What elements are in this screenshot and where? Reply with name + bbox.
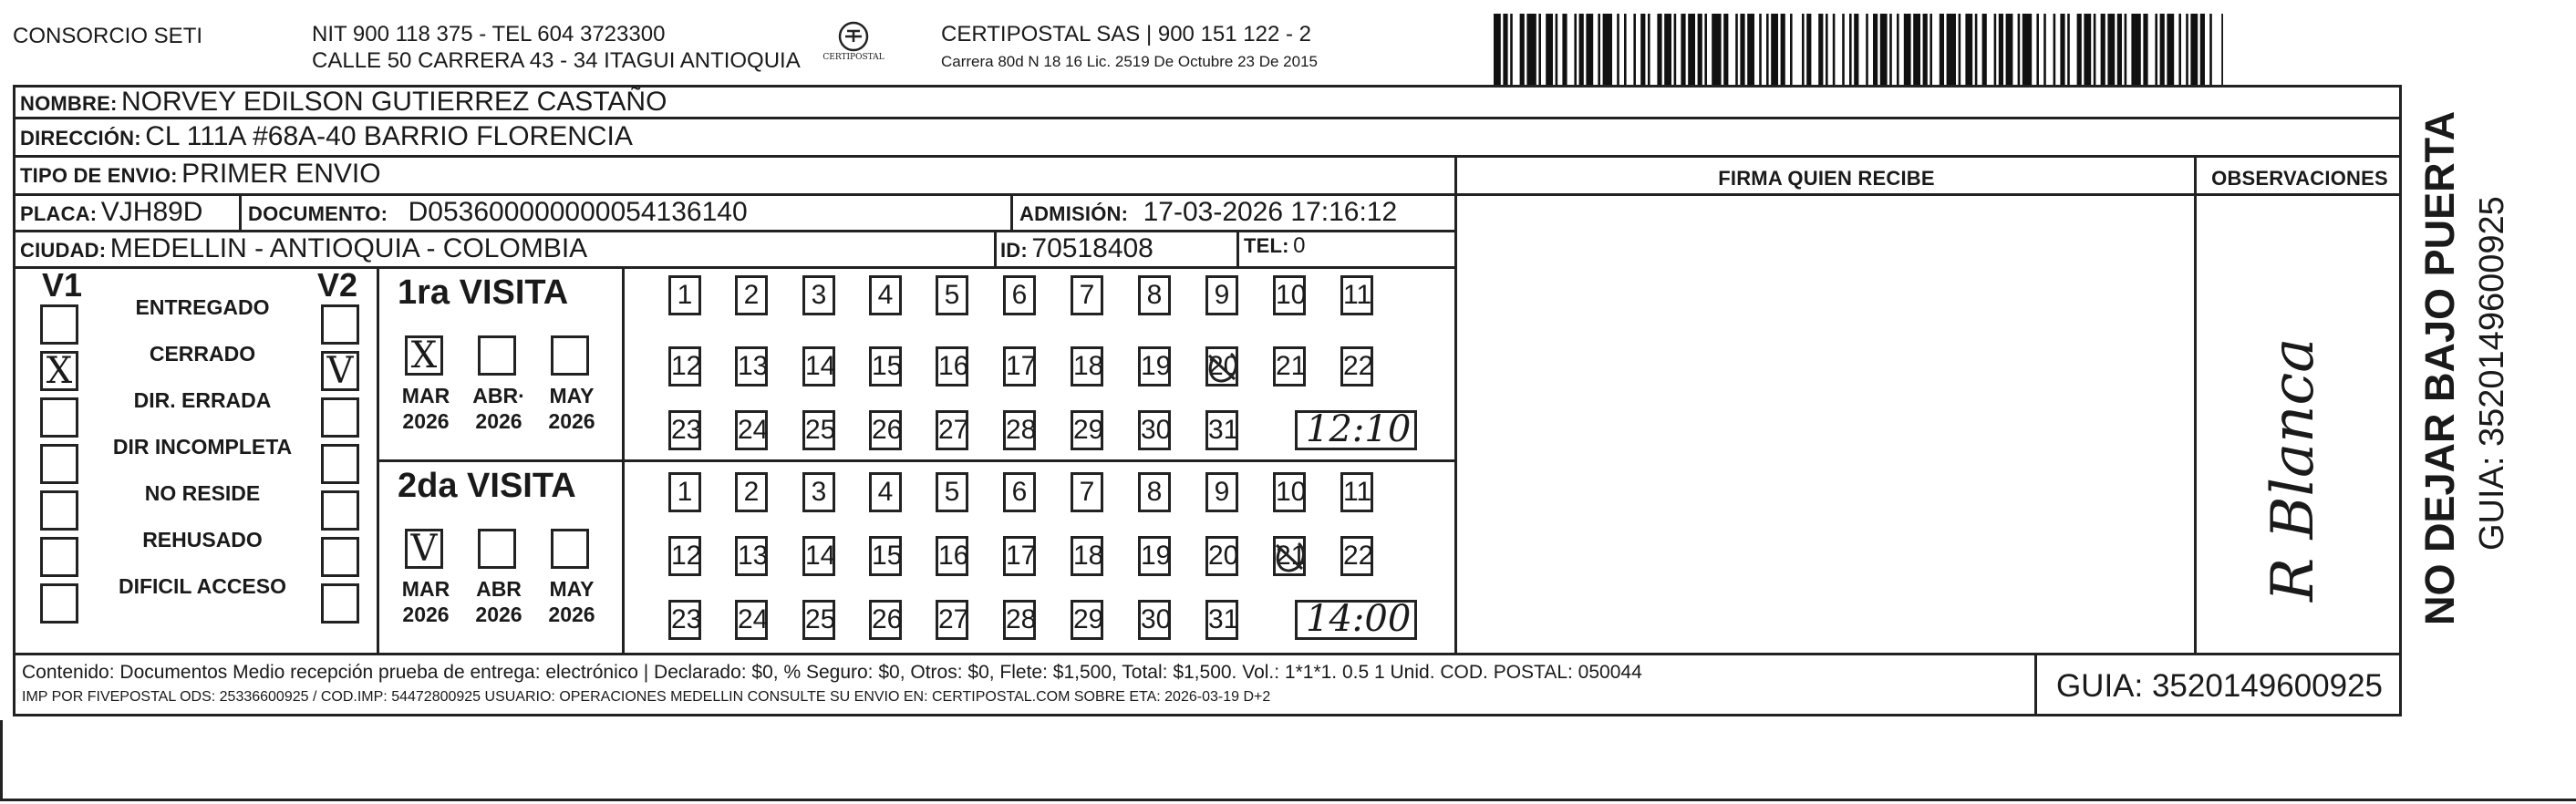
visit1-time-value: 12:10 [1306,408,1412,450]
v2-checkbox-dir-errada[interactable] [321,397,359,438]
v2-checkbox-dificil-acceso[interactable] [321,583,359,624]
month-name: MAY [549,577,595,601]
visit2-day-box[interactable]: 21 [1273,536,1306,576]
visit1-day-box[interactable]: 3 [802,275,835,315]
status-label: CERRADO [149,342,256,366]
visit1-day-box[interactable]: 19 [1138,346,1171,387]
month-name: MAR [401,577,450,601]
tipo-envio-label: TIPO DE ENVIO: [20,164,178,187]
status-label: NO RESIDE [144,481,261,505]
visit2-day-box[interactable]: 28 [1003,600,1036,640]
signature [2260,338,2327,602]
direccion-value: CL 111A #68A-40 BARRIO FLORENCIA [145,121,633,151]
v1-checkbox-dir-incompleta[interactable] [40,444,78,484]
visit2-day-box[interactable]: 16 [936,536,968,576]
visit2-day-box[interactable]: 14 [802,536,835,576]
visit1-month-box[interactable] [551,335,589,376]
visit1-day-box[interactable]: 14 [802,346,835,387]
v2-cerrado-mark: V [326,350,354,392]
visit1-day-box[interactable]: 23 [668,410,701,450]
id-label: ID: [1000,239,1028,262]
visit2-time-value: 14:00 [1306,598,1412,640]
visit1-day-box[interactable]: 17 [1003,346,1036,387]
visit2-day-box[interactable]: 18 [1071,536,1103,576]
direccion-row [20,121,633,152]
visit2-day-box[interactable]: 17 [1003,536,1036,576]
visit2-day-box[interactable]: 25 [802,600,835,640]
visit1-title: 1ra VISITA [398,273,569,312]
visit2-month-label [467,576,531,627]
nombre-label: NOMBRE: [20,92,118,115]
observaciones-header: OBSERVACIONES [2211,167,2388,190]
visit2-day-box[interactable]: 22 [1340,536,1373,576]
month-year: 2026 [475,409,522,433]
status-label: DIFICIL ACCESO [118,574,286,598]
v2-checkbox-entregado[interactable] [321,304,359,345]
v1-checkbox-rehusado[interactable] [40,537,78,577]
visit2-day-box[interactable]: 24 [735,600,768,640]
visit1-day-box[interactable]: 13 [735,346,768,387]
v1-cerrado-mark: X [46,350,73,392]
visit1-day-box[interactable]: 2 [735,275,768,315]
visit2-month-box[interactable] [478,529,516,569]
visit2-day-mark [1271,538,1308,574]
visit1-day-box[interactable]: 22 [1340,346,1373,387]
v2-checkbox-rehusado[interactable] [321,537,359,577]
admision-row [1019,197,1397,228]
visit1-day-box[interactable]: 11 [1340,275,1373,315]
visit1-day-box[interactable]: 18 [1071,346,1103,387]
visit1-day-box[interactable]: 1 [668,275,701,315]
visit2-day-box[interactable]: 5 [936,472,968,512]
visit1-day-box[interactable]: 25 [802,410,835,450]
ciudad-value: MEDELLIN - ANTIOQUIA - COLOMBIA [109,233,588,263]
visit1-month-label [467,383,531,434]
visit1-day-box[interactable]: 20 [1205,346,1238,387]
month-year: 2026 [402,409,450,433]
visit1-day-box[interactable]: 16 [936,346,968,387]
documento-row [248,197,748,228]
visit1-month-mark: X [410,335,438,376]
company-address: CALLE 50 CARRERA 43 - 34 ITAGUI ANTIOQUIA [312,48,801,73]
placa-label: PLACA: [20,202,98,225]
license-line: Carrera 80d N 18 16 Lic. 2519 De Octubre 23 De 2015 [941,53,1318,70]
visit2-day-box[interactable]: 12 [668,536,701,576]
ciudad-row [20,233,587,264]
certipostal-line: CERTIPOSTAL SAS | 900 151 122 - 2 [941,22,1311,46]
month-name: MAR [401,384,450,407]
signature-text: R Blanca [2260,337,2327,602]
month-name: MAY [549,384,595,407]
v1-column-label: V1 [42,266,83,304]
logo-wordmark: CERTIPOSTAL [822,53,885,62]
visit2-month-mark: V [410,528,438,570]
visit1-day-box[interactable]: 8 [1138,275,1171,315]
visit1-month-box[interactable] [478,335,516,376]
visit2-day-box[interactable]: 6 [1003,472,1036,512]
visit2-day-box[interactable]: 4 [869,472,902,512]
documento-label: DOCUMENTO: [248,202,388,225]
visit1-day-box[interactable]: 28 [1003,410,1036,450]
visit2-day-box[interactable]: 8 [1138,472,1171,512]
visit1-day-box[interactable]: 9 [1205,275,1238,315]
month-year: 2026 [548,603,595,626]
visit1-day-box[interactable]: 24 [735,410,768,450]
visit2-day-box[interactable]: 29 [1071,600,1103,640]
visit2-day-box[interactable]: 11 [1340,472,1373,512]
visit1-day-box[interactable]: 30 [1138,410,1171,450]
visit2-day-box[interactable]: 7 [1071,472,1103,512]
visit2-day-box[interactable]: 30 [1138,600,1171,640]
visit1-day-box[interactable]: 5 [936,275,968,315]
nit-line: NIT 900 118 375 - TEL 604 3723300 [312,22,666,46]
v1-checkbox-entregado[interactable] [40,304,78,345]
month-name: ABR· [472,384,525,407]
visit1-day-box[interactable]: 29 [1071,410,1103,450]
visit2-day-box[interactable]: 27 [936,600,968,640]
v1-checkbox-dir-errada[interactable] [40,397,78,438]
firma-header: FIRMA QUIEN RECIBE [1718,167,1935,190]
visit1-day-box[interactable]: 4 [869,275,902,315]
visit1-day-box[interactable]: 10 [1273,275,1306,315]
tipo-envio-row [20,159,381,190]
visit2-day-box[interactable]: 9 [1205,472,1238,512]
v2-checkbox-no-reside[interactable] [321,490,359,531]
barcode [1494,14,2223,85]
visit1-day-box[interactable]: 27 [936,410,968,450]
v1-checkbox-dificil-acceso[interactable] [40,583,78,624]
visit2-day-box[interactable]: 10 [1273,472,1306,512]
visit2-month-label [540,576,604,627]
nombre-value: NORVEY EDILSON GUTIERREZ CASTAÑO [120,87,667,117]
visit2-day-box[interactable]: 3 [802,472,835,512]
visit2-day-box[interactable]: 19 [1138,536,1171,576]
month-year: 2026 [475,603,522,626]
visit1-day-box[interactable]: 6 [1003,275,1036,315]
visit2-day-box[interactable]: 15 [869,536,902,576]
imp-line: IMP POR FIVEPOSTAL ODS: 25336600925 / COD.IMP: 54472800925 USUARIO: OPERACIONES MEDELLIN CONSULTE SU ENVIO EN: CERTIPOSTAL.COM SOBRE ETA: 2026-03-19 D+2 [22,689,1271,705]
visit2-day-box[interactable]: 13 [735,536,768,576]
tel-label: TEL: [1244,234,1289,257]
visit1-day-box[interactable]: 7 [1071,275,1103,315]
visit1-month-label [540,383,604,434]
status-label: ENTREGADO [135,295,270,319]
status-label: REHUSADO [142,528,263,551]
visit2-day-box[interactable]: 31 [1205,600,1238,640]
visit2-day-box[interactable]: 20 [1205,536,1238,576]
visit1-day-box[interactable]: 12 [668,346,701,387]
direccion-label: DIRECCIÓN: [20,127,141,149]
tel-row [1244,233,1306,259]
ciudad-label: CIUDAD: [20,239,107,262]
company-name: CONSORCIO SETI [13,24,203,48]
nombre-row [20,87,667,118]
visit2-month-box[interactable] [551,529,589,569]
visit1-day-box[interactable]: 26 [869,410,902,450]
admision-value: 17-03-2026 17:16:12 [1143,197,1398,227]
status-label: DIR. ERRADA [133,388,272,412]
visit2-month-label [394,576,458,627]
visit2-day-box[interactable]: 2 [735,472,768,512]
tipo-envio-value: PRIMER ENVIO [181,159,381,189]
visit2-day-box[interactable]: 1 [668,472,701,512]
visit2-title: 2da VISITA [398,467,576,505]
placa-value: VJH89D [100,197,203,227]
placa-row [20,197,202,228]
visit1-day-box[interactable]: 15 [869,346,902,387]
id-value: 70518408 [1031,233,1154,263]
month-name: ABR [476,577,522,601]
side-guia: GUIA: 3520149600925 [2473,196,2511,551]
visit1-day-mark [1204,348,1240,385]
visit1-month-label [394,383,458,434]
tel-value: 0 [1293,233,1306,258]
footer-guia: GUIA: 3520149600925 [2055,668,2384,704]
v1-checkbox-no-reside[interactable] [40,490,78,531]
id-row [1000,233,1154,264]
certipostal-logo [817,20,890,71]
documento-value: D053600000000054136140 [408,197,748,227]
visit2-day-box[interactable]: 23 [668,600,701,640]
visit1-day-box[interactable]: 31 [1205,410,1238,450]
no-dejar-bajo-puerta: NO DEJAR BAJO PUERTA [2416,110,2463,625]
month-year: 2026 [402,603,450,626]
month-year: 2026 [548,409,595,433]
visit2-day-box[interactable]: 26 [869,600,902,640]
contenido-line: Contenido: Documentos Medio recepción prueba de entrega: electrónico | Declarado: $0, % Seguro: $0, Otros: $0, Flete: $1,500, Total: $1,500. Vol.: 1*1*1. 0.5 1 Unid. COD. POSTAL: 050044 [22,662,1642,683]
v2-checkbox-dir-incompleta[interactable] [321,444,359,484]
admision-label: ADMISIÓN: [1019,202,1129,225]
v2-column-label: V2 [317,266,358,304]
status-label: DIR INCOMPLETA [112,435,293,459]
visit1-day-box[interactable]: 21 [1273,346,1306,387]
